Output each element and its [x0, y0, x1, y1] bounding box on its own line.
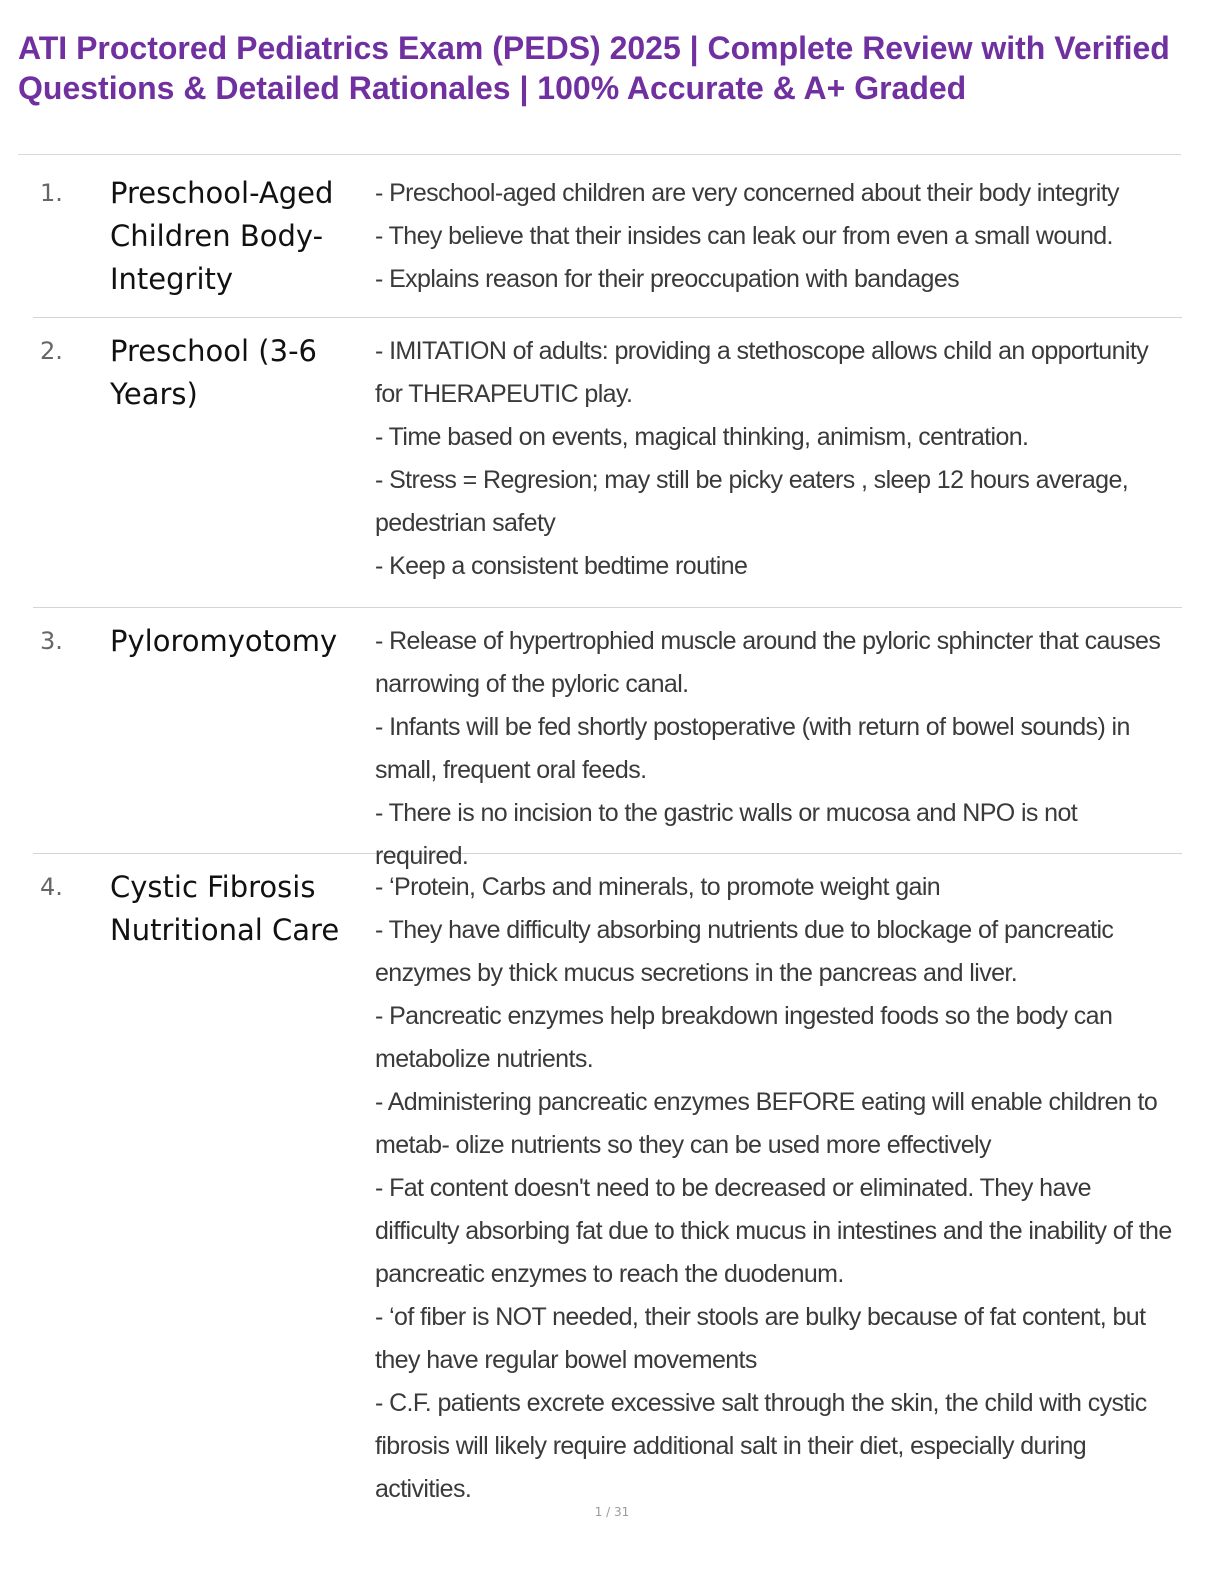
flashcard [33, 160, 1182, 318]
flashcard-list [33, 160, 1182, 1531]
card-number: 4. [40, 873, 63, 901]
definition-line: - ‘of fiber is NOT needed, their stools are bulky because of fat content, but they have regular bowel movements [375, 1303, 1146, 1374]
card-term: Pyloromyotomy [110, 624, 338, 658]
definition-line: - Stress = Regresion; may still be picky eaters , sleep 12 hours average, pedestrian safety [375, 466, 1129, 537]
card-number: 2. [40, 337, 63, 365]
flashcard [33, 608, 1182, 870]
card-term: Cystic Fibrosis Nutritional Care [110, 870, 340, 947]
page-number: 1 / 31 [594, 1505, 630, 1519]
page-title: ATI Proctored Pediatrics Exam (PEDS) 2025 | Complete Review with Verified Questions & Detailed Rationales | 100% Accurate & A+ Graded [18, 30, 1170, 106]
card-number: 3. [40, 627, 63, 655]
definition-line: - ‘Protein, Carbs and minerals, to promote weight gain [375, 873, 941, 901]
title-divider [18, 154, 1181, 155]
card-definition [375, 330, 1182, 587]
flashcard [33, 854, 1182, 1531]
definition-line: - Administering pancreatic enzymes BEFORE eating will enable children to metab- olize nutrients so they can be used more effectively [375, 1088, 1158, 1159]
definition-line: - Fat content doesn't need to be decreased or eliminated. They have difficulty absorbing fat due to thick mucus in intestines and the inability of the pancreatic enzymes to reach the duodenum. [375, 1174, 1172, 1288]
card-term: Preschool (3-6 Years) [110, 334, 317, 411]
flashcard [33, 318, 1182, 608]
definition-line: - Keep a consistent bedtime routine [375, 552, 748, 580]
definition-line: - They have difficulty absorbing nutrients due to blockage of pancreatic enzymes by thick mucus secretions in the pancreas and liver. [375, 916, 1114, 987]
card-definition [375, 866, 1182, 1511]
card-definition [375, 620, 1182, 870]
definition-line: - Preschool-aged children are very concerned about their body integrity [375, 179, 1119, 207]
definition-line: - IMITATION of adults: providing a stethoscope allows child an opportunity for THERAPEUTIC play. [375, 337, 1149, 408]
card-definition [375, 172, 1182, 297]
definition-line: - There is no incision to the gastric walls or mucosa and NPO is not required. [375, 799, 1078, 870]
card-term: Preschool-Aged Children Body-Integrity [110, 176, 334, 296]
definition-line: - Time based on events, magical thinking, animism, centration. [375, 423, 1029, 451]
definition-line: - Release of hypertrophied muscle around the pyloric sphincter that causes narrowing of the pyloric canal. [375, 627, 1161, 698]
definition-line: - Pancreatic enzymes help breakdown ingested foods so the body can metabolize nutrients. [375, 1002, 1113, 1073]
definition-line: - C.F. patients excrete excessive salt through the skin, the child with cystic fibrosis will likely require additional salt in their diet, especially during activities. [375, 1389, 1147, 1503]
card-number: 1. [40, 179, 63, 207]
definition-line: - Explains reason for their preoccupation with bandages [375, 265, 960, 293]
definition-line: - Infants will be fed shortly postoperative (with return of bowel sounds) in small, frequent oral feeds. [375, 713, 1130, 784]
definition-line: - They believe that their insides can leak our from even a small wound. [375, 222, 1113, 250]
